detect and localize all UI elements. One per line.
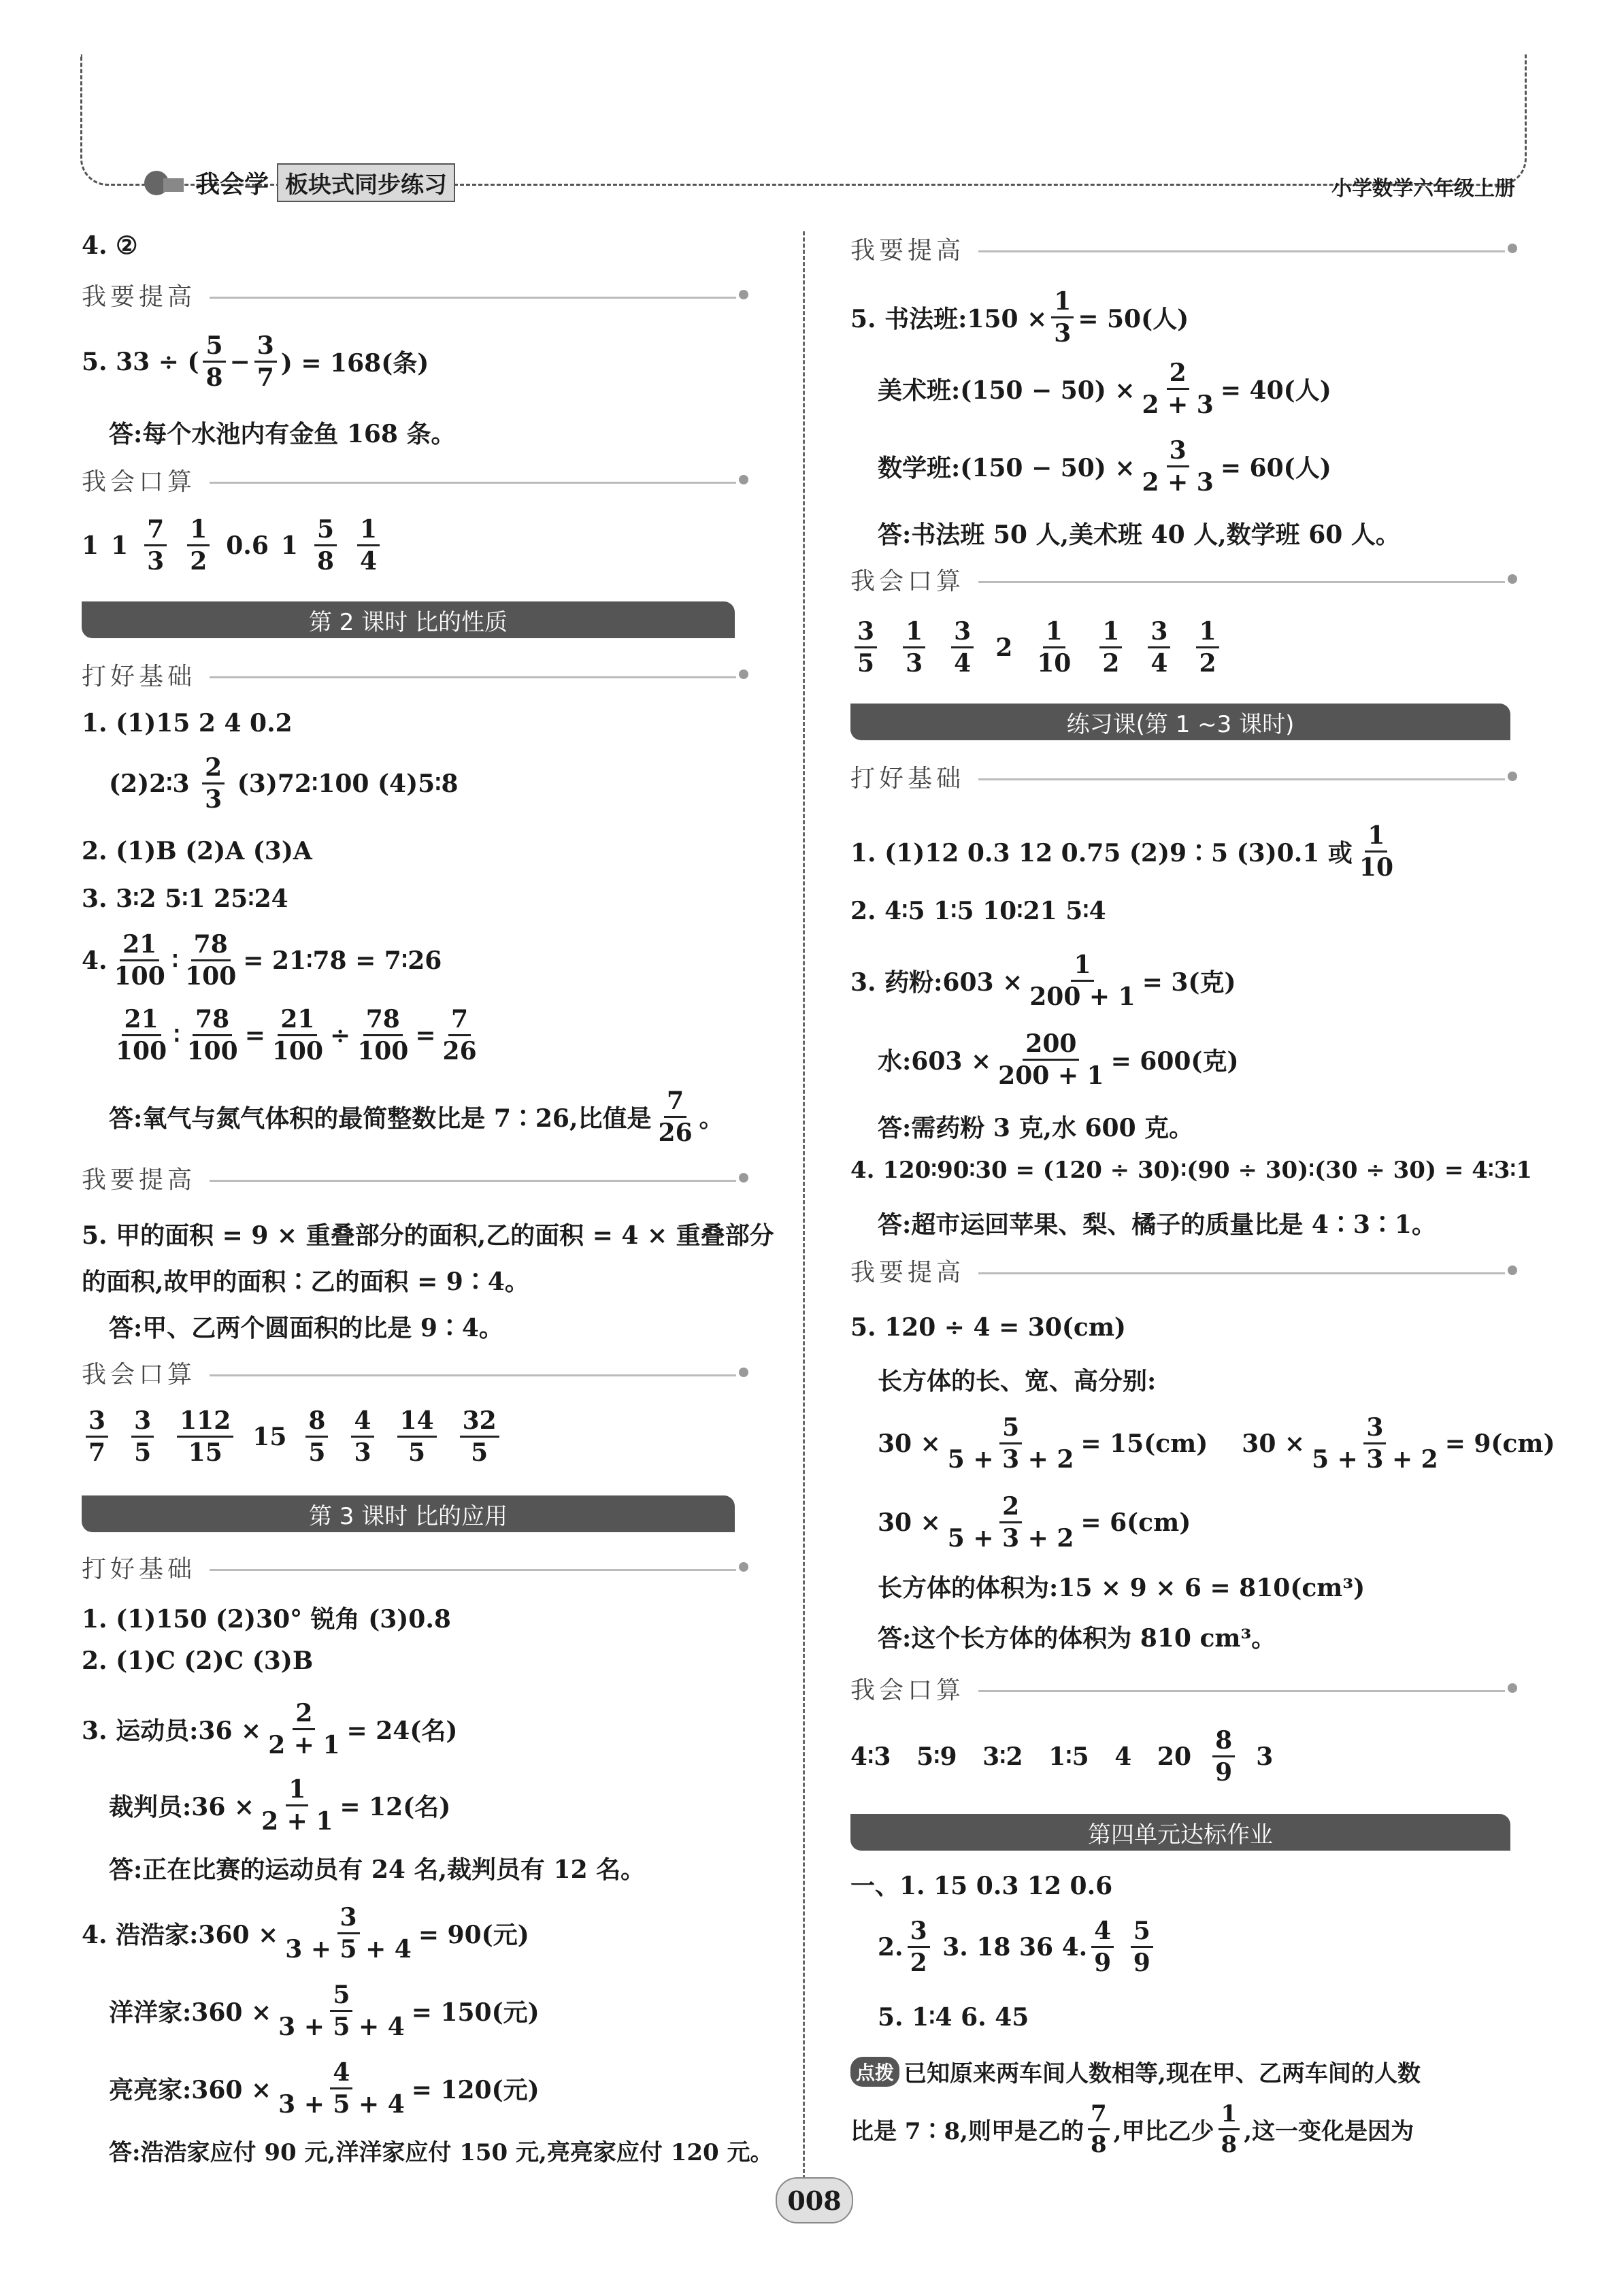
oral-answers: 3 7 3 5 112 15 15 8 5 4 3 14 5 32 5 <box>82 1408 503 1465</box>
hint: 点拨 已知原来两车间人数相等,现在甲、乙两车间的人数 <box>850 2055 1421 2088</box>
section-oral: 我会口算 <box>82 463 748 497</box>
answer: 答:超市运回苹果、梨、橘子的质量比是 4∶3∶1。 <box>878 1210 1436 1239</box>
answer: 答:书法班 50 人,美术班 40 人,数学班 60 人。 <box>878 520 1400 549</box>
answer: 答:氧气与氮气体积的最简整数比是 7∶26,比值是 7 26 。 <box>109 1087 724 1147</box>
mascot-icon <box>139 166 187 200</box>
section-basic: 打好基础 <box>82 657 748 691</box>
section-oral: 我会口算 <box>82 1355 748 1389</box>
line: 3. 3∶2 5∶1 25∶24 <box>82 884 288 913</box>
line: 2. 4∶5 1∶5 10∶21 5∶4 <box>850 897 1106 925</box>
line: 3. 运动员:36 × $\frac{2}{2 + 1}$ = 24(名) <box>82 1699 458 1759</box>
line: 1. (1)15 2 4 0.2 <box>82 709 293 738</box>
book-title: 小学数学六年级上册 <box>1331 177 1515 201</box>
answer: 答:需药粉 3 克,水 600 克。 <box>878 1114 1194 1142</box>
line: 5. 33 ÷ ( 5 8 − $\frac{3}{7}$ ) = 168(条) <box>82 331 429 392</box>
line: 4. ② <box>82 231 138 260</box>
brand-tag: 板块式同步练习 <box>277 163 455 202</box>
section-improve: 我要提高 <box>82 278 748 312</box>
oral-answers: 3 5 1 3 3 4 2 1 10 1 2 3 4 1 2 <box>850 619 1223 676</box>
line: 2. (1)C (2)C (3)B <box>82 1647 314 1675</box>
line: 2. (1)B (2)A (3)A <box>82 837 312 865</box>
line: 1. (1)150 (2)30° 锐角 (3)0.8 <box>82 1605 451 1634</box>
section-improve: 我要提高 <box>850 1253 1517 1287</box>
column-divider <box>803 231 805 2198</box>
header-brand <box>139 163 455 202</box>
answer: 答:甲、乙两个圆面积的比是 9∶4。 <box>109 1314 503 1342</box>
line: 4. 120∶90∶30 = (120 ÷ 30)∶(90 ÷ 30)∶(30 ÷ 30) = 4∶3∶1 <box>850 1157 1532 1184</box>
line: 30 × $\frac{2}{5 + 3 + 2}$ = 6(cm) <box>878 1492 1191 1553</box>
answer: 答:浩浩家应付 90 元,洋洋家应付 150 元,亮亮家应付 120 元。 <box>109 2139 774 2166</box>
line: 美术班:(150 − 50) × $\frac{2}{2 + 3}$ = 40(人) <box>878 359 1331 419</box>
line: 数学班:(150 − 50) × $\frac{3}{2 + 3}$ = 60(人) <box>878 436 1331 497</box>
line: 5. 1∶4 6. 45 <box>878 2003 1029 2032</box>
oral-answers: 4∶3 5∶9 3∶2 1∶5 4 20 8 9 3 <box>850 1726 1274 1787</box>
line: 5. 甲的面积 = 9 × 重叠部分的面积,乙的面积 = 4 × 重叠部分 <box>82 1221 774 1250</box>
section-improve: 我要提高 <box>82 1161 748 1195</box>
line: 一、1. 15 0.3 12 0.6 <box>850 1872 1113 1900</box>
hint-badge: 点拨 <box>850 2057 899 2087</box>
section-oral: 我会口算 <box>850 1671 1517 1705</box>
line: 裁判员:36 × $\frac{1}{2 + 1}$ = 12(名) <box>109 1775 451 1836</box>
line: 2. 3 2 3. 18 36 4. 4 9 5 9 <box>878 1919 1157 1975</box>
line: 1. (1)12 0.3 12 0.75 (2)9∶5 (3)0.1 或 1 10 <box>850 821 1394 882</box>
answer: 答:这个长方体的体积为 810 cm³。 <box>878 1624 1276 1653</box>
line: 亮亮家:360 × $\frac{4}{3 + 5 + 4}$ = 120(元) <box>109 2058 540 2119</box>
line: 3. 药粉:603 × $\frac{1}{200 + 1}$ = 3(克) <box>850 950 1236 1011</box>
line: 的面积,故甲的面积∶乙的面积 = 9∶4。 <box>82 1268 529 1296</box>
line: 21 100 ∶ $\frac{78}{100}$ = $\frac{21}{100}$ ÷ $\frac{78}{100}$ = $\frac{7}{26}$ <box>116 1005 477 1065</box>
line: 30 × $\frac{5}{5 + 3 + 2}$ = 15(cm) 30 × $\frac{3}{5 + 3 + 2}$ = 9(cm) <box>878 1413 1555 1474</box>
hint: 比是 7∶8,则甲是乙的 7 8 ,甲比乙少 1 8 ,这一变化是因为 <box>850 2100 1414 2158</box>
line: 长方体的体积为:15 × 9 × 6 = 810(cm³) <box>878 1574 1365 1602</box>
bar-lesson2: 第 2 课时 比的性质 <box>82 601 735 638</box>
line: 长方体的长、宽、高分别: <box>878 1367 1157 1395</box>
line: 4. 21 100 ∶ $\frac{78}{100}$ = 21∶78 = 7∶26 <box>82 930 442 991</box>
section-basic: 打好基础 <box>82 1550 748 1584</box>
line: (2)2∶3 2 3 (3)72∶100 (4)5∶8 <box>109 753 459 814</box>
brand-name: 我会学 <box>195 171 269 199</box>
line: 5. 书法班:150 × $\frac{1}{3}$ = 50(人) <box>850 287 1189 348</box>
line: 洋洋家:360 × $\frac{5}{3 + 5 + 4}$ = 150(元) <box>109 1981 540 2041</box>
line: 水:603 × $\frac{200}{200 + 1}$ = 600(克) <box>878 1029 1239 1090</box>
bar-practice: 练习课(第 1 ~3 课时) <box>850 704 1510 740</box>
answer: 答:每个水池内有金鱼 168 条。 <box>109 420 456 448</box>
oral-answers: 1 1 7 3 1 2 0.6 1 5 8 1 4 <box>82 517 384 574</box>
bar-unit4: 第四单元达标作业 <box>850 1814 1510 1851</box>
line: 5. 120 ÷ 4 = 30(cm) <box>850 1313 1126 1342</box>
section-improve: 我要提高 <box>850 231 1517 265</box>
page-number: 008 <box>776 2177 853 2223</box>
line: 4. 浩浩家:360 × $\frac{3}{3 + 5 + 4}$ = 90(元) <box>82 1903 529 1964</box>
section-basic: 打好基础 <box>850 759 1517 793</box>
section-oral: 我会口算 <box>850 562 1517 596</box>
bar-lesson3: 第 3 课时 比的应用 <box>82 1495 735 1532</box>
answer: 答:正在比赛的运动员有 24 名,裁判员有 12 名。 <box>109 1855 646 1884</box>
